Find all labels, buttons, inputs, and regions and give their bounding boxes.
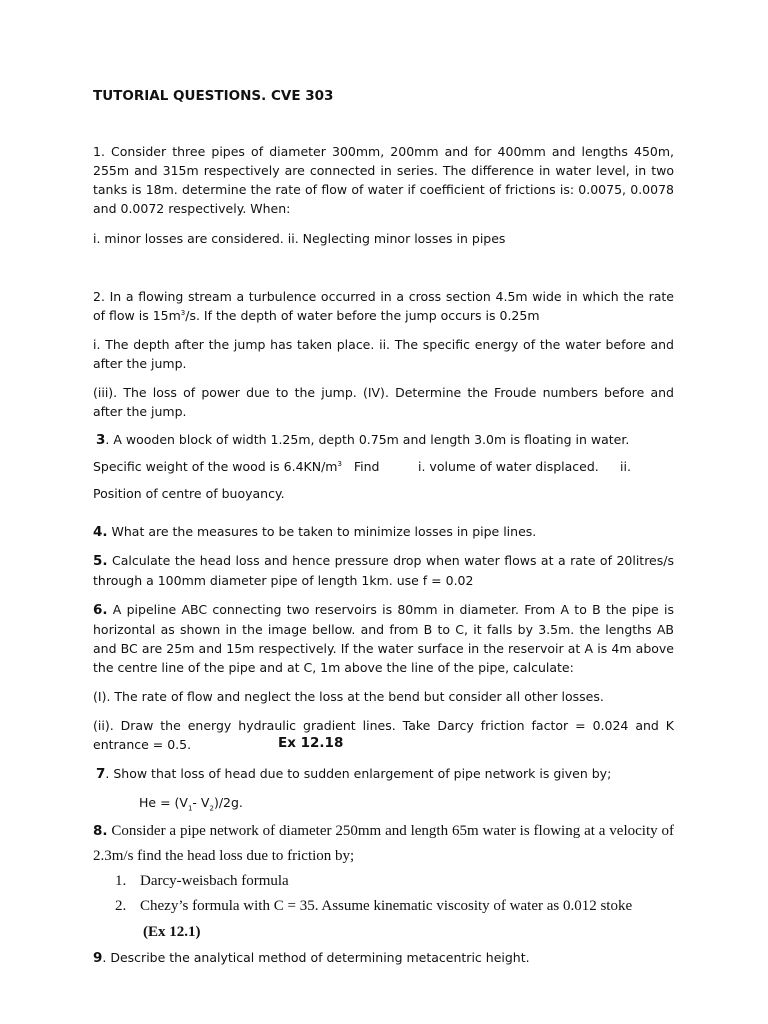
question-4: 4. What are the measures to be taken to minimize losses in pipe lines. <box>93 524 537 540</box>
question-8-item-2: 2. Chezy’s formula with C = 35. Assume kinematic viscosity of water as 0.012 stoke <box>115 898 633 914</box>
question-8-item-1: 1. Darcy-weisbach formula <box>115 873 289 889</box>
question-7-formula: $He = (V_1-$ $V_2)/2g$. <box>139 795 243 813</box>
question-3-line-1: 3. A wooden block of width 1.25m, depth 0.75m and length 3.0m is floating in water. <box>96 432 630 448</box>
question-3-line-2a: Specific weight of the wood is $6.4KN/m^3$ Find <box>93 459 380 474</box>
question-7: 7. Show that loss of head due to sudden enlargement of pipe network is given by; <box>96 766 612 782</box>
question-6: 6. A pipeline ABC connecting two reservoirs is 80mm in diameter. From A to B the pipe is horizontal as shown in the image bellow. and from B to C, it falls by 3.5m. the lengths AB and BC are 25m and 15m respectively. If the water surface in the reservoir at A is 4m above the centre line of the pipe and at C, 1m above the line of the pipe, calculate: <box>93 602 674 675</box>
question-2-text: 2. In a flowing stream a turbulence occurred in a cross section 4.5m wide in which the rate of flow is $15m^3/s$. If the depth of water before the jump occurs is 0.25m <box>93 289 674 323</box>
question-6-part-1: (I). The rate of flow and neglect the loss at the bend but consider all other losses. <box>93 689 604 704</box>
question-2-part-1: i. The depth after the jump has taken place. ii. The specific energy of the water before and after the jump. <box>93 337 674 371</box>
question-6-part-2: (ii). Draw the energy hydraulic gradient lines. Take Darcy friction factor = 0.024 and K entrance = 0.5. <box>93 718 674 752</box>
question-3-line-2c: i. volume of water displaced. <box>418 459 599 474</box>
page-title: TUTORIAL QUESTIONS. CVE 303 <box>93 88 334 104</box>
question-2-part-2: (iii). The loss of power due to the jump. (IV). Determine the Froude numbers before and after the jump. <box>93 385 674 419</box>
question-8: 8. Consider a pipe network of diameter 250mm and length 65m water is flowing at a velocity of 2.3m/s find the head loss due to friction by; <box>93 823 674 864</box>
question-5: 5. Calculate the head loss and hence pressure drop when water flows at a rate of 20litres/s through a 100mm diameter pipe of length 1km. use f = 0.02 <box>93 553 674 588</box>
question-6-reference: Ex 12.18 <box>278 735 344 751</box>
question-9: 9. Describe the analytical method of determining metacentric height. <box>93 950 530 966</box>
question-3-line-3: Position of centre of buoyancy. <box>93 486 285 501</box>
question-1-parts: i. minor losses are considered. ii. Neglecting minor losses in pipes <box>93 231 506 246</box>
question-8-reference: (Ex 12.1) <box>143 924 201 940</box>
question-1-text: 1. Consider three pipes of diameter 300mm, 200mm and for 400mm and lengths 450m, 255m and 315m respectively are connected in series. The difference in water level, in two tanks is 18m. determine the rate of flow of water if coefficient of frictions is: 0.0075, 0.0078 and 0.0072 respectively. When: <box>93 144 674 216</box>
question-3-line-2d: ii. <box>620 459 631 474</box>
